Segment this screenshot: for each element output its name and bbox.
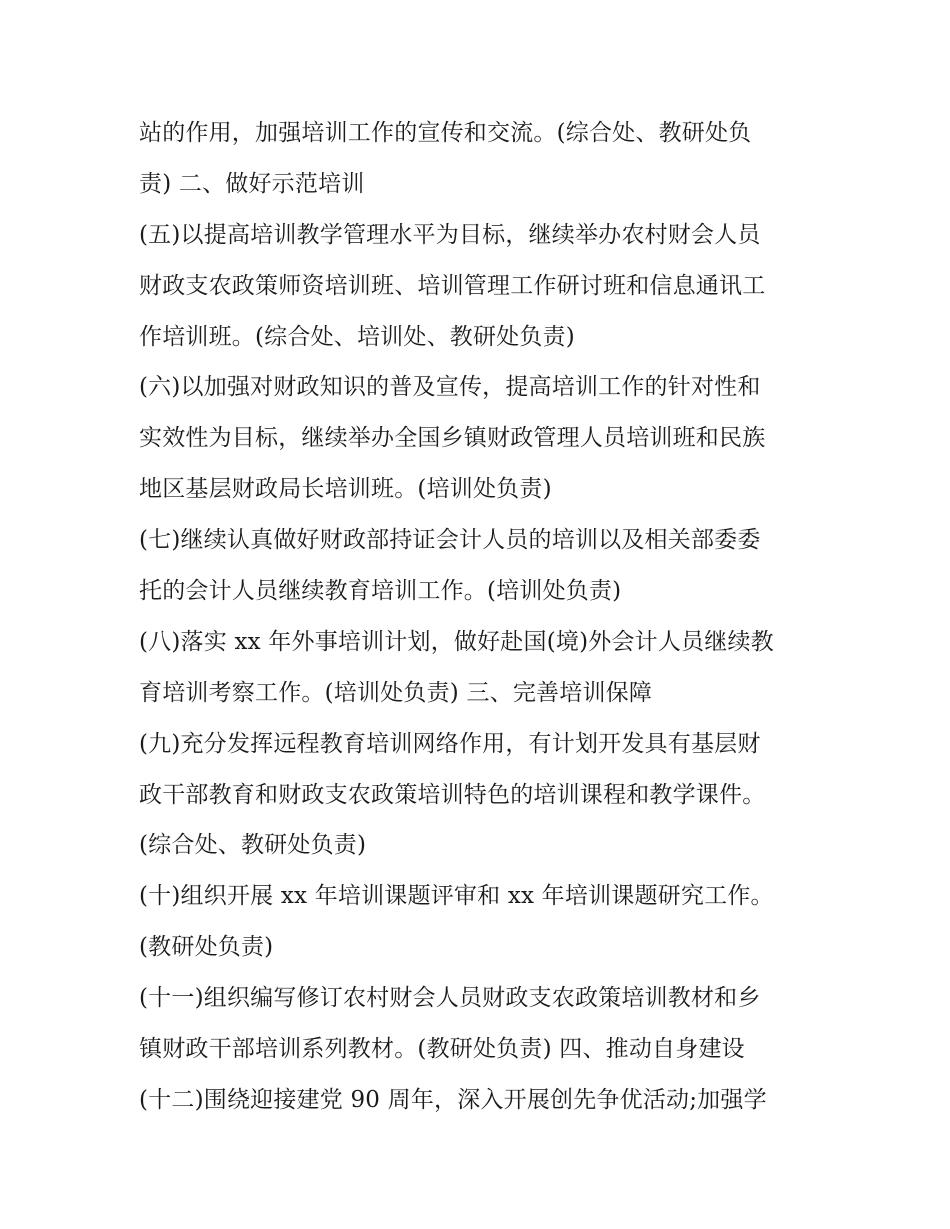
text-line: 托的会计人员继续教育培训工作。(培训处负责) (139, 578, 622, 605)
text-line: (九)充分发挥远程教育培训网络作用，有计划开发具有基层财 (139, 730, 761, 757)
text-line: (十一)组织编写修订农村财会人员财政支农政策培训教材和乡 (139, 985, 761, 1012)
text-line: (十二)围绕迎接建党 90 周年，深入开展创先争优活动;加强学 (139, 1086, 767, 1113)
text-line: 作培训班。(综合处、培训处、教研处负责) (139, 323, 575, 350)
text-line: (六)以加强对财政知识的普及宣传，提高培训工作的针对性和 (139, 374, 761, 401)
text-line: 责) 二、做好示范培训 (139, 170, 365, 197)
text-line: 政干部教育和财政支农政策培训特色的培训课程和教学课件。 (139, 781, 766, 808)
text-line: (十)组织开展 xx 年培训课题评审和 xx 年培训课题研究工作。 (139, 883, 774, 910)
text-line: 地区基层财政局长培训班。(培训处负责) (139, 476, 552, 503)
text-line: 财政支农政策师资培训班、培训管理工作研讨班和信息通讯工 (139, 272, 766, 299)
text-line: 育培训考察工作。(培训处负责) 三、完善培训保障 (139, 679, 653, 706)
document-body (139, 108, 839, 1126)
text-line: 站的作用，加强培训工作的宣传和交流。(综合处、教研处负 (139, 120, 752, 146)
text-line: (五)以提高培训教学管理水平为目标，继续举办农村财会人员 (139, 221, 761, 248)
text-line: 实效性为目标，继续举办全国乡镇财政管理人员培训班和民族 (139, 425, 766, 452)
text-line: (综合处、教研处负责) (139, 832, 367, 859)
text-line: 镇财政干部培训系列教材。(教研处负责) 四、推动自身建设 (139, 1036, 745, 1063)
text-line: (教研处负责) (139, 934, 274, 961)
text-line: (八)落实 xx 年外事培训计划，做好赴国(境)外会计人员继续教 (139, 628, 774, 655)
text-line: (七)继续认真做好财政部持证会计人员的培训以及相关部委委 (139, 527, 761, 554)
